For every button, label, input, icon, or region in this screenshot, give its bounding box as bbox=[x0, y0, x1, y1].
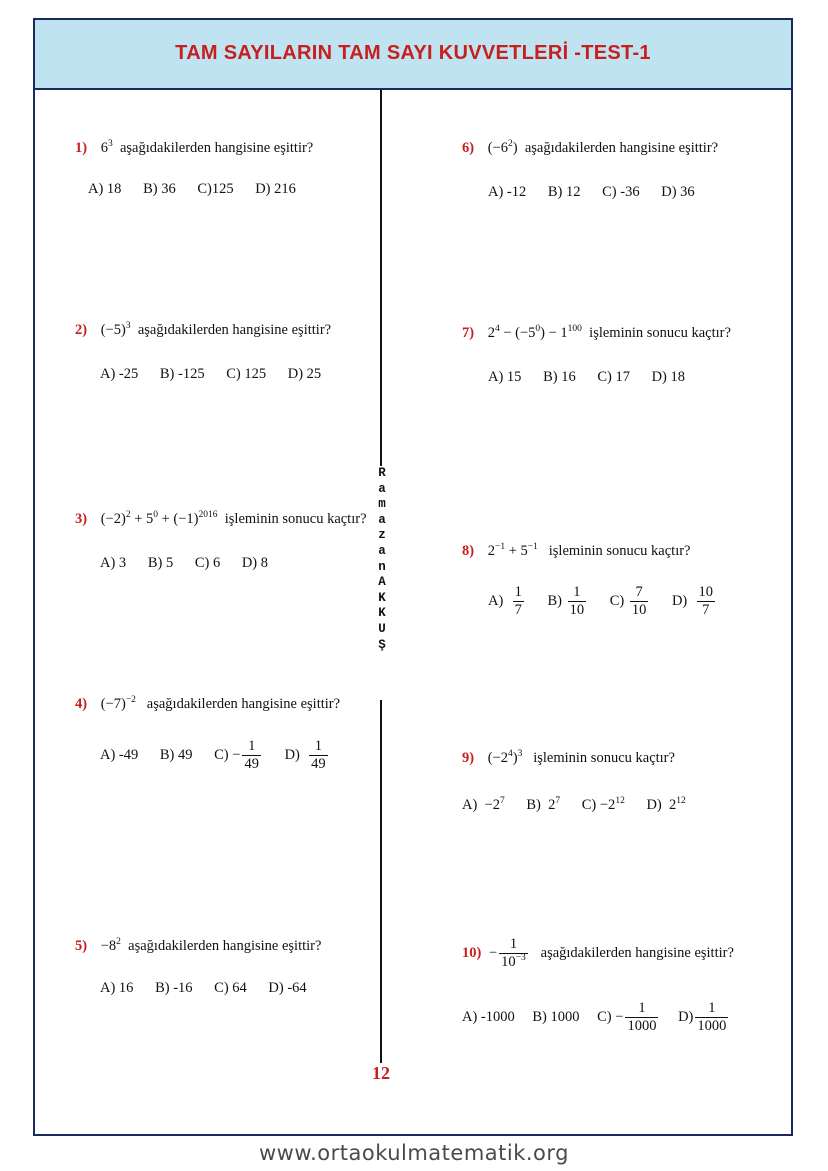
question-expression: $6^3$ bbox=[100, 139, 113, 156]
option-b[interactable]: B) 36 bbox=[143, 181, 176, 198]
answer-options-10 bbox=[462, 1000, 730, 1035]
option-a[interactable]: A) -25 bbox=[100, 366, 139, 383]
fraction: $\frac{1}{10}$ bbox=[569, 584, 585, 618]
author-letter: U bbox=[378, 621, 386, 636]
author-name-vertical bbox=[372, 466, 392, 653]
answer-options-8 bbox=[488, 584, 735, 619]
answer-options-7 bbox=[488, 369, 703, 386]
question-expression: $2^4 - (-5^0) - 1^{100}$ bbox=[487, 324, 582, 341]
question-text: işleminin sonucu kaçtır? bbox=[533, 750, 675, 766]
option-b[interactable]: B) 1000 bbox=[532, 1009, 580, 1025]
fraction: $\frac{1}{1000}$ bbox=[697, 1000, 727, 1034]
author-letter: Ş bbox=[378, 637, 386, 652]
fraction: $\frac{10}{7}$ bbox=[698, 584, 713, 618]
column-divider-bottom bbox=[380, 700, 382, 1063]
question-expression: $(-6^2)$ bbox=[487, 139, 518, 156]
option-d[interactable]: D) 216 bbox=[255, 181, 296, 198]
question-7 bbox=[462, 325, 731, 342]
header-banner bbox=[35, 20, 791, 90]
question-6 bbox=[462, 140, 718, 157]
question-number: 2) bbox=[75, 322, 88, 338]
fraction: $\frac{1}{7}$ bbox=[514, 584, 522, 618]
column-divider-top bbox=[380, 90, 382, 466]
question-9 bbox=[462, 750, 675, 767]
question-expression: − $\frac{1}{10^{-3}}$ bbox=[488, 936, 526, 970]
question-number: 9) bbox=[462, 750, 475, 766]
option-b[interactable]: B) 16 bbox=[543, 369, 576, 386]
option-c[interactable]: C) 6 bbox=[194, 555, 221, 572]
fraction: $\frac{7}{10}$ bbox=[631, 584, 647, 618]
page-number: 12 bbox=[372, 1063, 390, 1083]
author-letter: a bbox=[378, 543, 386, 558]
option-a[interactable]: $A) -2^7$ bbox=[462, 796, 505, 814]
option-b[interactable]: B) 49 bbox=[159, 747, 193, 763]
option-c[interactable]: C) $\frac{7}{10}$ bbox=[609, 584, 647, 618]
option-d[interactable]: D) 18 bbox=[651, 369, 685, 386]
option-c[interactable]: C) -36 bbox=[602, 184, 640, 201]
question-1 bbox=[75, 140, 313, 157]
option-a[interactable]: A) $\frac{1}{7}$ bbox=[488, 584, 522, 618]
question-number: 1) bbox=[75, 140, 88, 156]
option-c[interactable]: C)125 bbox=[197, 181, 234, 198]
answer-options-5 bbox=[100, 980, 325, 997]
author-letter: a bbox=[378, 481, 386, 496]
option-c[interactable]: C) − $\frac{1}{49}$ bbox=[214, 738, 259, 772]
question-expression: $2^{-1} + 5^{-1}$ bbox=[487, 542, 538, 559]
question-expression: $(-5)^3$ bbox=[100, 321, 131, 338]
answer-options-3 bbox=[100, 555, 286, 572]
fraction: $\frac{1}{1000}$ bbox=[627, 1000, 657, 1034]
question-text: aşağıdakilerden hangisine eşittir? bbox=[524, 140, 719, 156]
question-text: aşağıdakilerden hangisine eşittir? bbox=[540, 944, 734, 961]
question-8 bbox=[462, 543, 691, 560]
question-number: 8) bbox=[462, 543, 475, 559]
author-letter: a bbox=[378, 512, 386, 527]
fraction: $\frac{1}{10^{-3}}$ bbox=[501, 936, 526, 970]
question-text: aşağıdakilerden hangisine eşittir? bbox=[119, 140, 314, 156]
question-expression: $(-2)^2 + 5^0 + (-1)^{2016}$ bbox=[100, 510, 218, 527]
option-a[interactable]: A) 15 bbox=[488, 369, 522, 386]
author-letter: m bbox=[378, 497, 386, 512]
question-text: işleminin sonucu kaçtır? bbox=[548, 543, 691, 559]
question-10 bbox=[462, 936, 734, 971]
author-letter: K bbox=[378, 606, 386, 621]
question-number: 5) bbox=[75, 938, 88, 954]
option-d[interactable]: D) 8 bbox=[241, 555, 268, 572]
option-a[interactable]: A) 18 bbox=[88, 181, 122, 198]
option-b[interactable]: B) $2^7$ bbox=[526, 796, 561, 814]
option-a[interactable]: A) -1000 bbox=[462, 1009, 515, 1025]
question-text: işleminin sonucu kaçtır? bbox=[224, 511, 367, 527]
question-4 bbox=[75, 696, 340, 713]
question-expression: $(-2^4)^3$ bbox=[487, 749, 523, 766]
author-letter: A bbox=[378, 575, 386, 590]
author-letter: n bbox=[378, 559, 386, 574]
option-c[interactable]: C) − $\frac{1}{1000}$ bbox=[597, 1000, 657, 1034]
option-d[interactable]: D) 36 bbox=[661, 184, 695, 201]
option-a[interactable]: A) 16 bbox=[100, 980, 134, 997]
fraction: $\frac{1}{49}$ bbox=[244, 738, 259, 772]
question-number: 6) bbox=[462, 140, 475, 156]
fraction: $\frac{1}{49}$ bbox=[311, 738, 326, 772]
question-expression: $-8^2$ bbox=[100, 937, 121, 954]
footer-website[interactable]: www.ortaokulmatematik.org bbox=[258, 1141, 570, 1165]
question-text: aşağıdakilerden hangisine eşittir? bbox=[146, 696, 341, 712]
option-d[interactable]: D) $2^{12}$ bbox=[646, 796, 686, 814]
question-text: aşağıdakilerden hangisine eşittir? bbox=[137, 322, 332, 338]
option-a[interactable]: A) -49 bbox=[100, 747, 139, 763]
question-number: 4) bbox=[75, 696, 88, 712]
option-a[interactable]: A) -12 bbox=[488, 184, 527, 201]
question-3 bbox=[75, 511, 367, 528]
option-d[interactable]: D) $\frac{1}{1000}$ bbox=[678, 1000, 727, 1034]
option-d[interactable]: D) -64 bbox=[268, 980, 307, 997]
answer-options-9 bbox=[462, 797, 704, 814]
option-d[interactable]: D) $\frac{1}{49}$ bbox=[284, 738, 326, 772]
option-a[interactable]: A) 3 bbox=[100, 555, 127, 572]
question-5 bbox=[75, 938, 321, 955]
answer-options-2 bbox=[100, 366, 339, 383]
author-letter: z bbox=[378, 528, 386, 543]
page-title: TAM SAYILARIN TAM SAYI KUVVETLERİ -TEST-1 bbox=[175, 42, 651, 64]
question-text: işleminin sonucu kaçtır? bbox=[589, 325, 731, 341]
question-2 bbox=[75, 322, 331, 339]
option-b[interactable]: B) 5 bbox=[147, 555, 174, 572]
option-b[interactable]: B) -125 bbox=[159, 366, 205, 383]
question-expression: $(-7)^{-2}$ bbox=[100, 695, 136, 712]
option-c[interactable]: C) 17 bbox=[597, 369, 630, 386]
question-number: 10) bbox=[462, 944, 482, 961]
option-c[interactable]: C) 125 bbox=[226, 366, 267, 383]
option-d[interactable]: D) 25 bbox=[287, 366, 322, 383]
option-b[interactable]: B) -16 bbox=[155, 980, 193, 997]
option-b[interactable]: B) 12 bbox=[547, 184, 581, 201]
question-number: 7) bbox=[462, 325, 475, 341]
answer-options-1 bbox=[88, 181, 314, 198]
question-text: aşağıdakilerden hangisine eşittir? bbox=[128, 938, 322, 954]
question-number: 3) bbox=[75, 511, 88, 527]
author-letter: K bbox=[378, 590, 386, 605]
option-b[interactable]: B) $\frac{1}{10}$ bbox=[547, 584, 585, 618]
answer-options-4 bbox=[100, 738, 348, 773]
answer-options-6 bbox=[488, 184, 713, 201]
option-c[interactable]: C) 64 bbox=[214, 980, 247, 997]
option-d[interactable]: D) $\frac{10}{7}$ bbox=[671, 584, 713, 618]
author-letter: R bbox=[378, 466, 386, 480]
option-c[interactable]: $C) -2^{12}$ bbox=[581, 796, 625, 814]
